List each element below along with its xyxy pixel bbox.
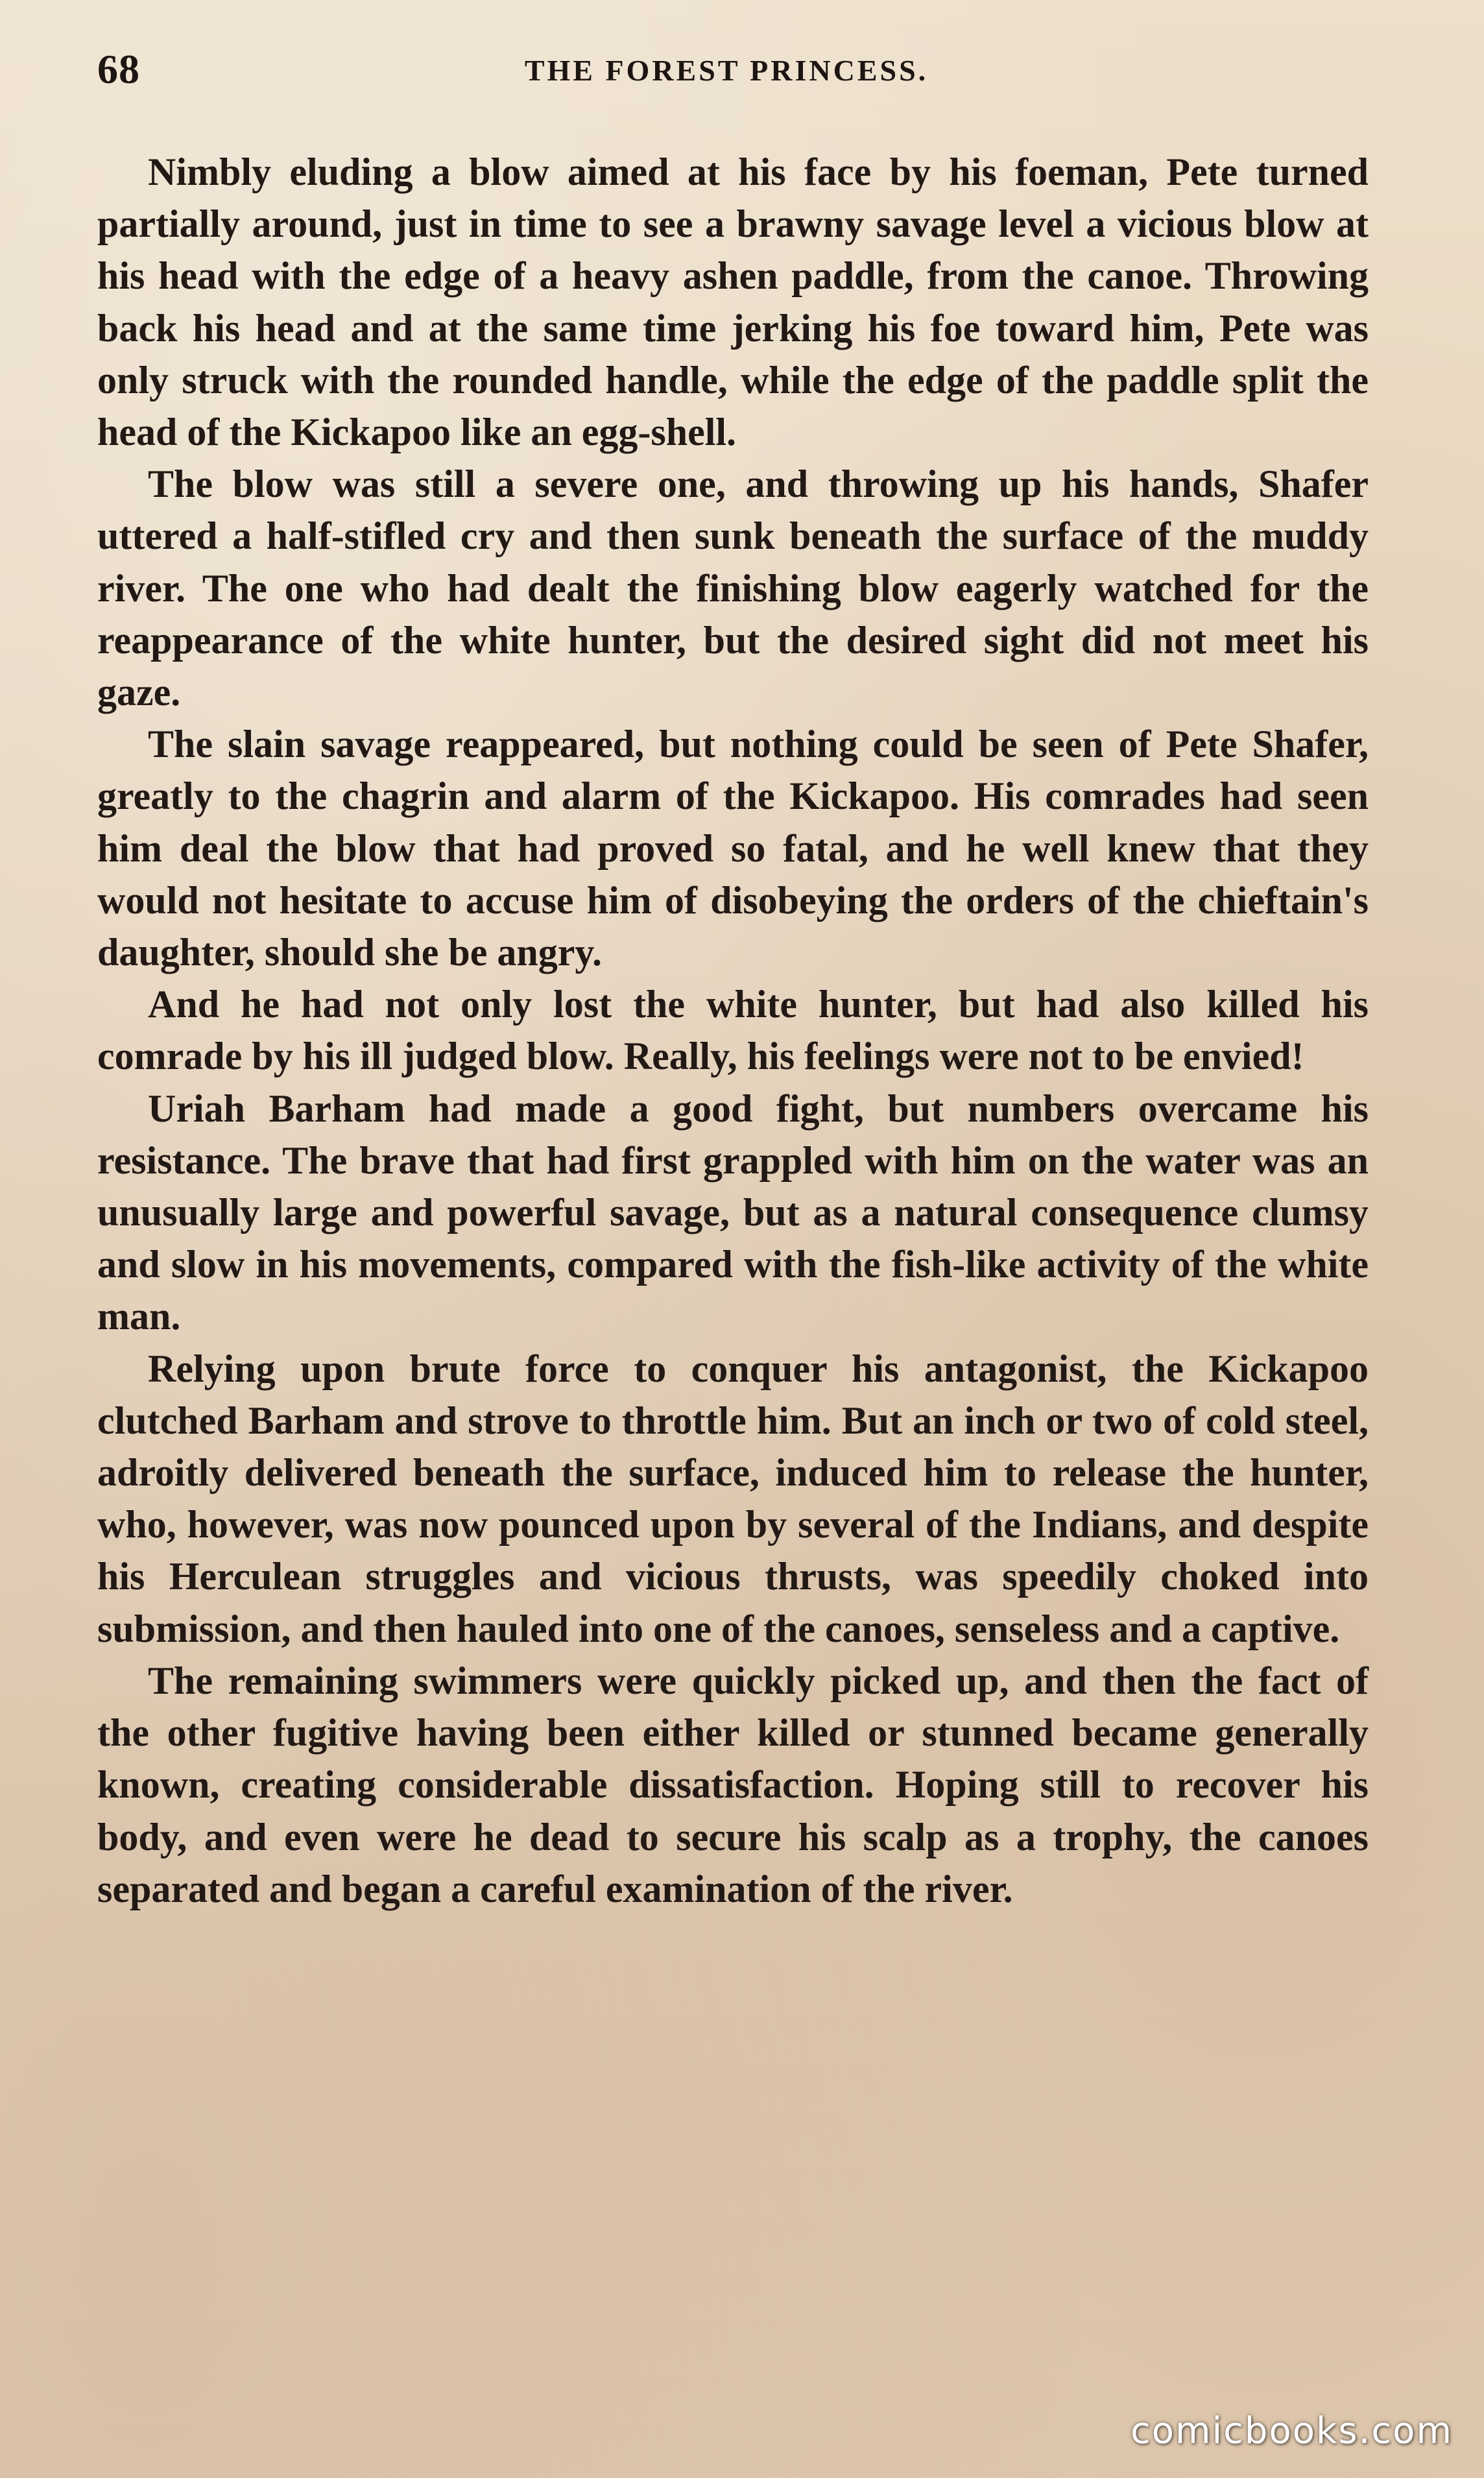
paragraph-text: And he had not only lost the white hunter, but had also killed his comrade by his ill judged blow. Really, his feelings were not to be envied! — [97, 983, 1369, 1078]
lead-word: Nimbly — [148, 150, 272, 193]
book-title: THE FOREST PRINCESS. — [524, 54, 929, 87]
paragraph-text: The remaining swimmers were quickly picked up, and then the fact of the other fugitive having been either killed or stunned became generally known, creating considerable dissatisfaction. Hoping still to recover his body, and even were he dead to secure his scalp as a trophy, the canoes separated and began a careful examination of the river. — [97, 1659, 1369, 1910]
paragraph-text: Uriah Barham had made a good fight, but numbers overcame his resistance. The brave that had first grappled with him on the water was an unusually large and powerful savage, but as a natural consequence clumsy and slow in his movements, compared with the fish-like activity of the white man. — [97, 1087, 1369, 1338]
paragraph-text: Relying upon brute force to conquer his antagonist, the Kickapoo clutched Barham and strove to throttle him. But an inch or two of cold steel, adroitly delivered beneath the surface, induced him to release the hunter, who, however, was now pounced upon by several of the Indians, and despite his Herculean struggles and vicious thrusts, was speedily choked into submission, and then hauled into one of the canoes, senseless and a captive. — [97, 1347, 1369, 1650]
body-text — [97, 146, 1369, 1915]
site-watermark: comicbooks.com — [1130, 2410, 1453, 2452]
paragraph — [97, 1655, 1369, 1915]
running-head — [91, 45, 1362, 110]
paragraph-text: The slain savage reappeared, but nothing could be seen of Pete Shafer, greatly to the chagrin and alarm of the Kickapoo. His comrades had seen him deal the blow that had proved so fatal, and he well knew that they would not hesitate to accuse him of disobeying the orders of the chieftain's daughter, should she be angry. — [97, 723, 1369, 974]
page-number: 68 — [97, 46, 140, 92]
paragraph — [97, 1343, 1369, 1655]
paragraph — [97, 458, 1369, 718]
paragraph-text: eluding a blow aimed at his face by his foeman, Pete turned partially around, just in time to see a brawny savage level a vicious blow at his head with the edge of a heavy ashen paddle, from the canoe. Throwing back his head and at the same time jerking his foe toward him, Pete was only struck with the rounded handle, while the edge of the paddle split the head of the Kickapoo like an egg-shell. — [97, 150, 1369, 454]
paragraph — [97, 718, 1369, 978]
paragraph — [97, 978, 1369, 1082]
paragraph — [97, 146, 1369, 458]
paragraph — [97, 1083, 1369, 1343]
paragraph-text: The blow was still a severe one, and throwing up his hands, Shafer uttered a half-stifled cry and then sunk beneath the surface of the muddy river. The one who had dealt the finishing blow eagerly watched for the reappearance of the white hunter, but the desired sight did not meet his gaze. — [97, 463, 1369, 714]
